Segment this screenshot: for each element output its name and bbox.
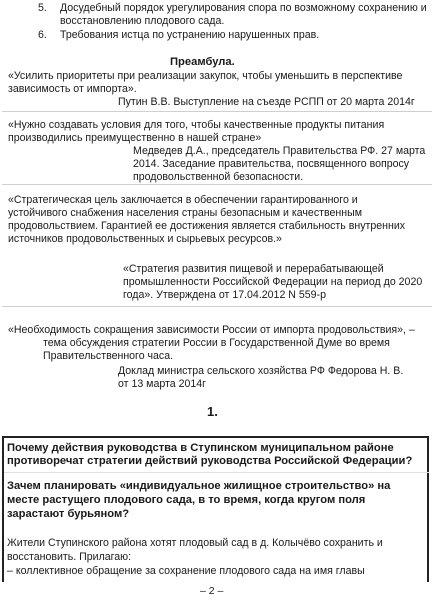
- quote-3-source-line-2: промышленности Российской Федерации на период до 2020: [123, 276, 423, 288]
- box-question-2-line-2: месте растущего плодового сада, в то время, когда кругом поля: [7, 494, 366, 506]
- quote-4-source-line-1: Доклад министра сельского хозяйства РФ Федорова Н. В.: [118, 365, 404, 377]
- quote-3-source-line-3: года». Утверждена от 17.04.2012 N 559-р: [123, 289, 326, 301]
- list-item-number: 5.: [38, 2, 47, 14]
- divider: [2, 111, 432, 112]
- box-body-line-1: Жители Ступинского района хотят плодовый сад в д. Колычёво сохранить и: [7, 537, 383, 549]
- list-item-5: [38, 2, 427, 14]
- quote-1-line-2: зависимость от импорта».: [8, 83, 137, 95]
- box-question-2-line-1: Зачем планировать «индивидуальное жилищное строительство» на: [7, 480, 391, 492]
- quote-3-line-1: «Стратегическая цель заключается в обеспечении гарантированного и: [8, 194, 358, 206]
- quote-2-source-line-2: 2014. Заседание правительства, посвященного вопросу: [133, 158, 410, 170]
- quote-2-line-2: производились преимущественно в нашей стране»: [8, 132, 262, 144]
- divider: [2, 184, 432, 185]
- box-body-line-2: восстановить. Прилагаю:: [7, 551, 132, 563]
- quote-4-line-3: Правительственного часа.: [43, 350, 174, 362]
- quote-3-line-4: источников продовольственных и сырьевых ресурсов.»: [8, 233, 282, 245]
- box-question-1-line-2: противоречат стратегии действий руководства Российской Федерации?: [7, 455, 413, 467]
- quote-2-line-1: «Нужно создавать условия для того, чтобы качественные продукты питания: [8, 119, 385, 131]
- quote-2-source-line-1: Медведев Д.А., председатель Правительства РФ. 27 марта: [133, 145, 426, 157]
- quote-3-source-line-1: «Стратегия развития пищевой и перерабатывающей: [123, 263, 384, 275]
- quote-4-line-2: тема обсуждения стратегии России в Государственной Думе во время: [43, 337, 390, 349]
- box-body-line-3: – коллективное обращение за сохранение плодового сада на имя главы: [7, 565, 365, 577]
- divider: [4, 472, 429, 473]
- list-item-number: 6.: [38, 29, 47, 41]
- quote-4-line-1: «Необходимость сокращения зависимости России от импорта продовольствия», –: [8, 324, 415, 336]
- quote-3-line-3: продовольствием. Гарантией ее достижения является стабильность внутренних: [8, 220, 406, 232]
- section-number: 1.: [207, 404, 218, 419]
- quote-3-line-2: устойчивого снабжения населения страны безопасным и качественным: [8, 207, 362, 219]
- quote-1-line-1: «Усилить приоритеты при реализации закупок, чтобы уменьшить в перспективе: [8, 70, 403, 82]
- quote-1-source: Путин В.В. Выступление на съезде РСПП от 20 марта 2014г: [118, 96, 415, 108]
- divider: [2, 306, 432, 307]
- list-item-6: [38, 29, 319, 41]
- list-item-text: Досудебный порядок урегулирования спора по возможному сохранению и: [60, 2, 427, 14]
- box-question-1-line-1: Почему действия руководства в Ступинском муниципальном районе: [7, 442, 394, 454]
- list-item-5-continued: восстановлению плодового сада.: [60, 15, 225, 27]
- preamble-heading: Преамбула.: [170, 56, 235, 68]
- box-question-2-line-3: зарастают бурьяном?: [7, 508, 130, 520]
- page-number: – 2 –: [200, 585, 224, 597]
- quote-2-source-line-3: продовольственной безопасности.: [133, 171, 304, 183]
- quote-4-source-line-2: от 13 марта 2014г: [118, 378, 207, 390]
- list-item-text: Требования истца по устранению нарушенных прав.: [60, 29, 320, 41]
